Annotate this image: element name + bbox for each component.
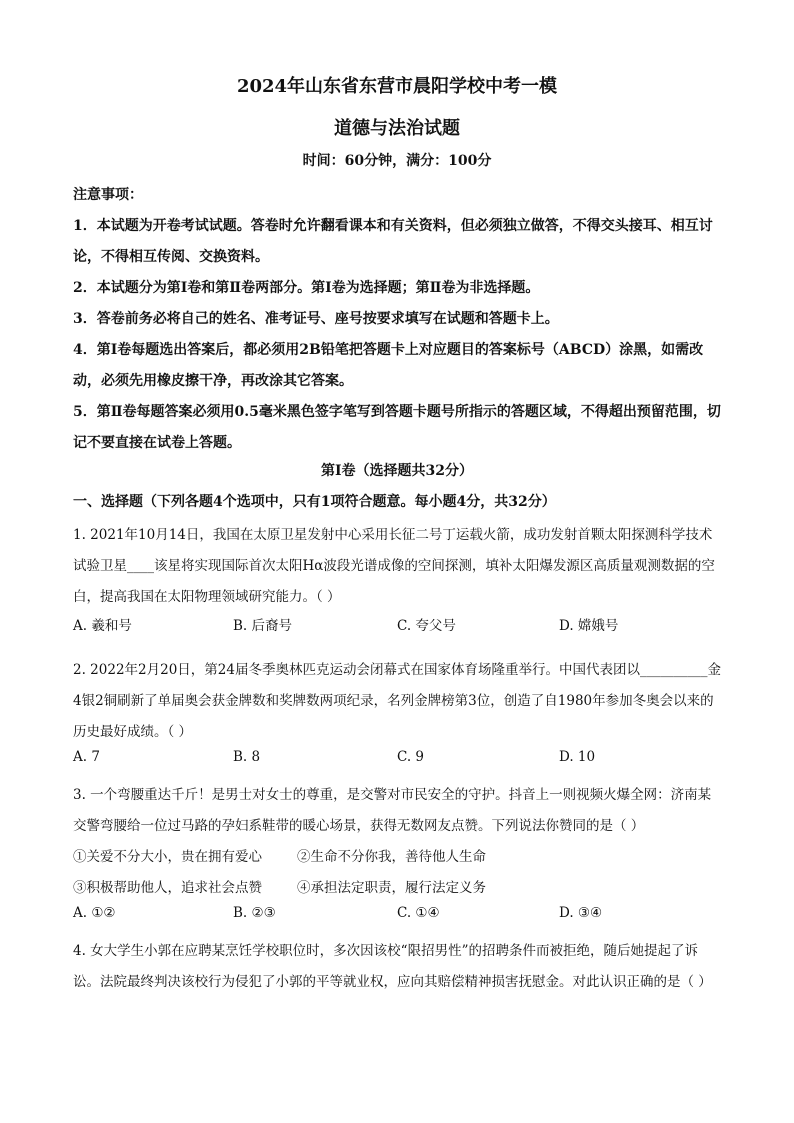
note-item: 4．第Ⅰ卷每题选出答案后，都必须用2B铅笔把答题卡上对应题目的答案标号（ABCD）涂黑，如需改动，必须先用橡皮擦干净，再改涂其它答案。: [73, 342, 704, 389]
notes-block: [73, 180, 723, 459]
option-c: C. 夸父号: [397, 618, 456, 634]
option-d: D. 嫦娥号: [559, 618, 619, 634]
notes-label: 注意事项：: [73, 187, 143, 203]
question-3: [73, 780, 723, 904]
note-item: 5．第Ⅱ卷每题答案必须用0.5毫米黑色签字笔写到答题卡题号所指示的答题区域，不得超出预留范围，切记不要直接在试卷上答题。: [73, 404, 721, 451]
question-1-options: [73, 614, 723, 645]
question-2: [73, 655, 723, 748]
statement-row: [73, 842, 723, 873]
note-item: 1．本试题为开卷考试试题。答卷时允许翻看课本和有关资料，但必须独立做答，不得交头接耳、相互讨论，不得相互传阅、交换资料。: [73, 218, 713, 265]
statement-row: [73, 873, 723, 904]
option-b: B. 后裔号: [233, 618, 293, 634]
option-b: B. 8: [233, 749, 261, 765]
question-stem: 2. 2022年2月20日，第24届冬季奥林匹克运动会闭幕式在国家体育场隆重举行。中国代表团以__________金4银2铜刷新了单届奥会获金牌数和奖牌数两项纪录，名列金牌榜第3位，创造了自1980年参加冬奥会以来的历史最好成绩。（ ）: [73, 662, 721, 740]
statement-3: ③积极帮助他人，追求社会点赞: [73, 880, 262, 896]
question-4: [73, 936, 723, 998]
section-title: 第Ⅰ卷（选择题共32分）: [320, 463, 474, 479]
time-info: 时间：60分钟，满分：100分: [302, 153, 492, 169]
question-stem: 1. 2021年10月14日，我国在太原卫星发射中心采用长征二号丁运载火箭，成功发射首颗太阳探测科学技术试验卫星____该星将实现国际首次太阳Hα波段光谱成像的空间探测，填补太阳爆发源区高质量观测数据的空白，提高我国在太阳物理领域研究能力。（ ）: [73, 527, 715, 605]
option-b: B. ②③: [233, 905, 276, 921]
question-stem: 3. 一个弯腰重达千斤！是男士对女士的尊重，是交警对市民安全的守护。抖音上一则视频火爆全网：济南某交警弯腰给一位过马路的孕妇系鞋带的暖心场景，获得无数网友点赞。下列说法你赞同的是（ ）: [73, 787, 712, 834]
statement-4: ④承担法定职责，履行法定义务: [297, 880, 486, 896]
option-d: D. 10: [559, 749, 596, 765]
statement-1: ①关爱不分大小，贵在拥有爱心: [73, 849, 262, 865]
question-1: [73, 520, 723, 613]
option-c: C. ①④: [397, 905, 440, 921]
question-stem: 4. 女大学生小郭在应聘某烹饪学校职位时，多次因该校“限招男性”的招聘条件而被拒绝，随后她提起了诉讼。法院最终判决该校行为侵犯了小郭的平等就业权，应向其赔偿精神损害抚慰金。对此认识正确的是（ ）: [73, 943, 712, 990]
note-item: 3．答卷前务必将自己的姓名、准考证号、座号按要求填写在试题和答题卡上。: [73, 311, 559, 327]
option-a: A. 羲和号: [73, 618, 132, 634]
option-c: C. 9: [397, 749, 425, 765]
question-2-options: [73, 749, 723, 780]
question-3-options: [73, 905, 723, 936]
note-item: 2．本试题分为第Ⅰ卷和第Ⅱ卷两部分。第Ⅰ卷为选择题；第Ⅱ卷为非选择题。: [73, 280, 540, 296]
exam-title: 2024年山东省东营市晨阳学校中考一模: [236, 76, 558, 97]
statement-2: ②生命不分你我，善待他人生命: [297, 849, 486, 865]
exam-subject: 道德与法治试题: [334, 118, 460, 139]
option-a: A. 7: [73, 749, 100, 765]
option-d: D. ③④: [559, 905, 603, 921]
part-heading: 一、选择题（下列各题4个选项中，只有1项符合题意。每小题4分，共32分）: [73, 494, 556, 510]
option-a: A. ①②: [73, 905, 116, 921]
